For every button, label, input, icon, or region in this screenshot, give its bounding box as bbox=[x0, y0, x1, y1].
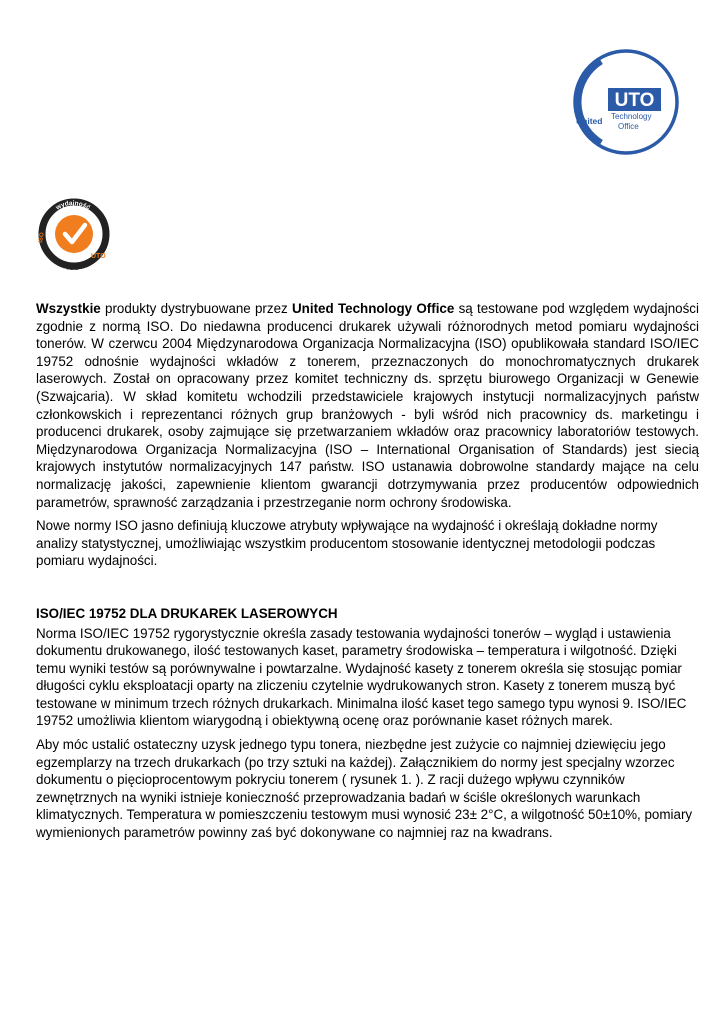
iso-badge-top-text: wydajność bbox=[54, 199, 92, 212]
iso-badge-disc bbox=[55, 215, 93, 253]
iso-badge-left-text: ISO bbox=[38, 232, 46, 244]
uto-logo-arc bbox=[578, 61, 601, 143]
iso-badge-right-text: UTO bbox=[91, 253, 106, 260]
intro-part2: są testowane pod względem wydajności zgodnie z normą ISO. Do niedawna producenci drukarek używali różnorodnych metod pomiaru wydajności tonerów. W czerwcu 2004 Międzynarodowa Organizacja Normalizacyjna (ISO) opublikowała standard ISO/IEC 19752 odnośnie wydajności wkładów z tonerem, przeznaczonych do monochromatycznych drukarek laserowych. Został on opracowany przez komitet techniczny ds. sprzętu biurowego Organizacji w Genewie (Szwajcaria). W skład komitetu wchodzili przedstawiciele krajowych instytucji normalizacyjnych państw członkowskich i reprezentanci różnych grup branżowych - byli wśród nich pracownicy ds. marketingu i producenci drukarek, osoby zajmujące się przetwarzaniem wkładów oraz pracownicy laboratoriów testowych. Międzynarodowa Organizacja Normalizacyjna (ISO – International Organisation of Standards) jest siecią krajowych instytutów normalizacyjnych 147 państw. ISO ustanawia dobrowolne standardy mające na celu normalizację jakości, zapewnienie klientom gwarancji dotrzymywania przez producentów odpowiednich parametrów, sprawność zarządzania i przestrzeganie norm ochrony środowiska. bbox=[36, 301, 699, 510]
uto-logo-abbr: UTO bbox=[614, 90, 655, 111]
paragraph-test-conditions: Aby móc ustalić ostateczny uzysk jednego typu tonera, niezbędne jest zużycie co najmniej dziewięciu jego egzemplarzy na trzech drukarkach (po trzy sztuki na każdej). Załącznikiem do normy jest specjalny wzorzec dokumentu o pięcioprocentowym pokryciu tonerem ( rysunek 1. ). Z racji dużego wpływu czynników zewnętrznych na wyniki istnieje konieczność przeprowadzania badań w ściśle określonych warunkach klimatycznych. Temperatura w pomieszczeniu testowym musi wynosić 23± 2°C, a wilgotność 50±10%, pomiary wymienionych parametrów powinny zaś być dokonywane co najmniej raz na kwadrans. bbox=[36, 737, 693, 841]
intro-bold-start: Wszystkie bbox=[36, 301, 101, 316]
document-body bbox=[36, 300, 699, 842]
uto-logo bbox=[571, 47, 681, 157]
paragraph-iso-attributes: Nowe normy ISO jasno definiują kluczowe atrybuty wpływające na wydajność i określają dokładne normy analizy statystycznej, umożliwiając wszystkim producentom stosowanie identycznej metodologii podczas pomiaru wydajności. bbox=[36, 518, 658, 569]
uto-logo-line2: Technology bbox=[611, 112, 652, 121]
iso-badge-bottom-text: 19752:24711 bbox=[55, 260, 93, 273]
uto-logo-line1: United bbox=[576, 116, 603, 126]
company-name: United Technology Office bbox=[292, 301, 455, 316]
section-heading: ISO/IEC 19752 DLA DRUKAREK LASEROWYCH bbox=[36, 605, 338, 621]
uto-logo-line3: Office bbox=[618, 122, 639, 131]
intro-paragraph bbox=[36, 300, 699, 511]
paragraph-norm-rules: Norma ISO/IEC 19752 rygorystycznie określa zasady testowania wydajności tonerów – wygląd i ustawienia dokumentu drukowanego, ilość testowanych kaset, parametry środowiska – temperatura i wilgotność. Dzięki temu wyniki testów są porównywalne i powtarzalne. Wydajność kasety z tonerem określa się stosując pomiar długości cyklu eksploatacji oparty na zliczeniu czytelnie wydrukowanych stron. Kasety z tonerem muszą być testowane w minimum trzech różnych drukarkach. Minimalna ilość kaset tego samego typu wynosi 9. ISO/IEC 19752 umożliwia klientom wiarygodną i obiektywną ocenę oraz porównanie kaset różnych marek. bbox=[36, 625, 687, 729]
intro-part1: produkty dystrybuowane przez bbox=[100, 301, 293, 316]
iso-badge bbox=[35, 195, 113, 273]
